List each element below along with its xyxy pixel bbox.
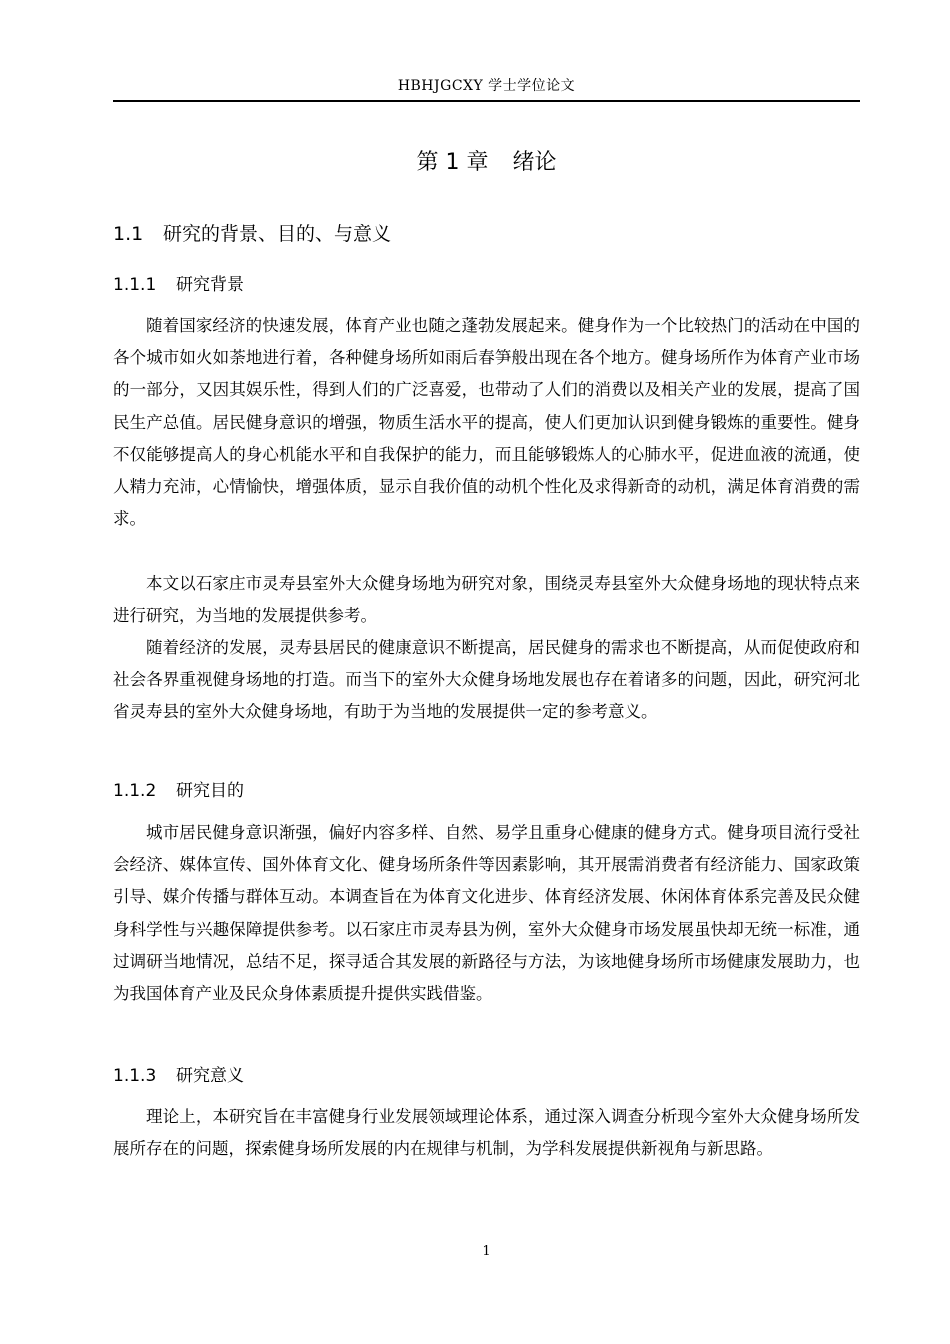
paragraph-background-1: 随着国家经济的快速发展，体育产业也随之蓬勃发展起来。健身作为一个比较热门的活动在中国的各个城市如火如荼地进行着，各种健身场所如雨后春笋般出现在各个地方。健身场所作为体育产业市场的一部分，又因其娱乐性，得到人们的广泛喜爱，也带动了人们的消费以及相关产业的发展，提高了国民生产总值。居民健身意识的增强，物质生活水平的提高，使人们更加认识到健身锻炼的重要性。健身不仅能够提高人的身心机能水平和自我保护的能力，而且能够锻炼人的心肺水平，促进血液的流通，使人精力充沛，心情愉快，增强体质，显示自我价值的动机个性化及求得新奇的动机，满足体育消费的需求。 [113,316,860,529]
paragraph-significance-1: 理论上，本研究旨在丰富健身行业发展领域理论体系，通过深入调查分析现今室外大众健身场所发展所存在的问题，探索健身场所发展的内在规律与机制，为学科发展提供新视角与新思路。 [113,1107,860,1159]
section-heading-1-1 [113,219,391,249]
header-rule [113,100,860,102]
paragraph-background-2: 本文以石家庄市灵寿县室外大众健身场地为研究对象，围绕灵寿县室外大众健身场地的现状特点来进行研究，为当地的发展提供参考。 [113,574,860,626]
paragraph-purpose-1: 城市居民健身意识渐强，偏好内容多样、自然、易学且重身心健康的健身方式。健身项目流行受社会经济、媒体宣传、国外体育文化、健身场所条件等因素影响，其开展需消费者有经济能力、国家政策引导、媒介传播与群体互动。本调查旨在为体育文化进步、体育经济发展、休闲体育体系完善及民众健身科学性与兴趣保障提供参考。以石家庄市灵寿县为例，室外大众健身市场发展虽快却无统一标准，通过调研当地情况，总结不足，探寻适合其发展的新路径与方法，为该地健身场所市场健康发展助力，也为我国体育产业及民众身体素质提升提供实践借鉴。 [113,823,860,1004]
subsection-heading-1-1-1 [113,271,244,299]
section-number: 1.1 [113,223,144,245]
chapter-title [113,146,860,180]
subsection-heading-1-1-2 [113,777,244,805]
subsection-number: 1.1.3 [113,1066,157,1086]
subsection-heading-1-1-3 [113,1062,244,1090]
subsection-title: 研究背景 [176,275,244,295]
subsection-title: 研究目的 [176,781,244,801]
chapter-name: 绪论 [512,150,557,175]
subsection-title: 研究意义 [176,1066,244,1086]
section-title: 研究的背景、目的、与意义 [163,223,392,245]
paragraph-background-3: 随着经济的发展，灵寿县居民的健康意识不断提高，居民健身的需求也不断提高，从而促使政府和社会各界重视健身场地的打造。而当下的室外大众健身场地发展也存在着诸多的问题，因此，研究河北省灵寿县的室外大众健身场地，有助于为当地的发展提供一定的参考意义。 [113,638,860,722]
chapter-number: 第 1 章 [416,150,489,175]
page-number: 1 [482,1244,491,1259]
running-header: HBHJGCXY 学士学位论文 [397,78,576,94]
subsection-number: 1.1.2 [113,781,157,801]
subsection-number: 1.1.1 [113,275,157,295]
